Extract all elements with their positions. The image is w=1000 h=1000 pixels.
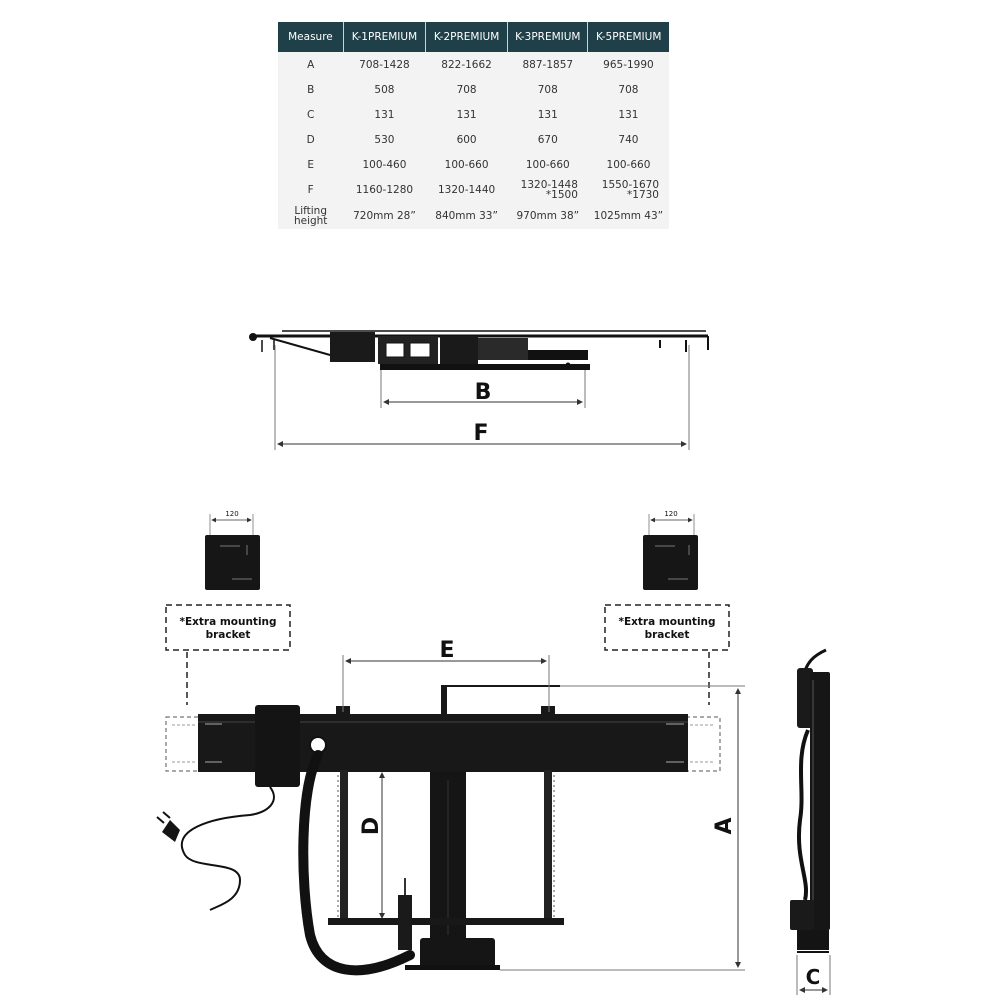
row-label: C	[307, 108, 315, 121]
right-bracket-plate	[643, 514, 698, 590]
dim-label-d: D	[359, 816, 384, 836]
cell: 100-660	[606, 158, 651, 171]
front-view-lift	[157, 685, 720, 970]
row-label: Lifting height	[293, 204, 328, 227]
cell: 131	[374, 108, 395, 121]
cell: 965-1990	[603, 58, 654, 71]
dim-label-c: C	[805, 965, 821, 989]
cell: 100-460	[362, 158, 407, 171]
row-label: A	[307, 58, 315, 71]
right-bracket-label-line2: bracket	[644, 629, 690, 641]
cell: 840mm 33”	[435, 209, 498, 222]
bracket-width-right: 120	[664, 510, 678, 518]
cell: 1550-1670 *1730	[601, 178, 659, 201]
cell: 508	[374, 83, 395, 96]
left-bracket-label-line2: bracket	[205, 629, 251, 641]
header-measure: Measure	[278, 22, 343, 52]
header-k5: K-5PREMIUM	[588, 22, 669, 52]
row-label: D	[306, 133, 315, 146]
bracket-width-left: 120	[225, 510, 239, 518]
row-label: F	[307, 183, 314, 196]
right-bracket-label-line1: *Extra mounting	[618, 616, 716, 628]
cell: 1320-1440	[437, 183, 496, 196]
cell: 600	[456, 133, 477, 146]
cell: 720mm 28”	[353, 209, 416, 222]
cell: 1160-1280	[355, 183, 414, 196]
cell: 530	[374, 133, 395, 146]
cell: 131	[456, 108, 477, 121]
header-k2: K-2PREMIUM	[426, 22, 508, 52]
dim-label-b: B	[474, 380, 492, 405]
cell: 1320-1448 *1500	[520, 178, 578, 201]
dim-label-f: F	[473, 421, 489, 446]
cell: 708	[456, 83, 477, 96]
side-view-lift	[790, 650, 830, 952]
row-label: E	[307, 158, 314, 171]
cell: 131	[618, 108, 639, 121]
cell: 887-1857	[522, 58, 574, 71]
cell: 670	[537, 133, 558, 146]
header-k1: K-1PREMIUM	[343, 22, 425, 52]
cell: 100-660	[444, 158, 489, 171]
cell: 822-1662	[441, 58, 492, 71]
left-bracket-plate	[205, 514, 260, 590]
cell: 708	[618, 83, 639, 96]
cell: 970mm 38”	[516, 209, 580, 222]
cell: 131	[537, 108, 558, 121]
row-label: B	[307, 83, 315, 96]
dim-label-e: E	[439, 638, 455, 663]
left-bracket-label-line1: *Extra mounting	[179, 616, 277, 628]
cell: 740	[618, 133, 639, 146]
dim-label-a: A	[712, 817, 737, 835]
cell: 708	[537, 83, 558, 96]
cell: 708-1428	[359, 58, 410, 71]
top-view-lift	[249, 331, 708, 370]
cell: 1025mm 43”	[593, 209, 664, 222]
cell: 100-660	[525, 158, 570, 171]
header-k3: K-3PREMIUM	[508, 22, 588, 52]
